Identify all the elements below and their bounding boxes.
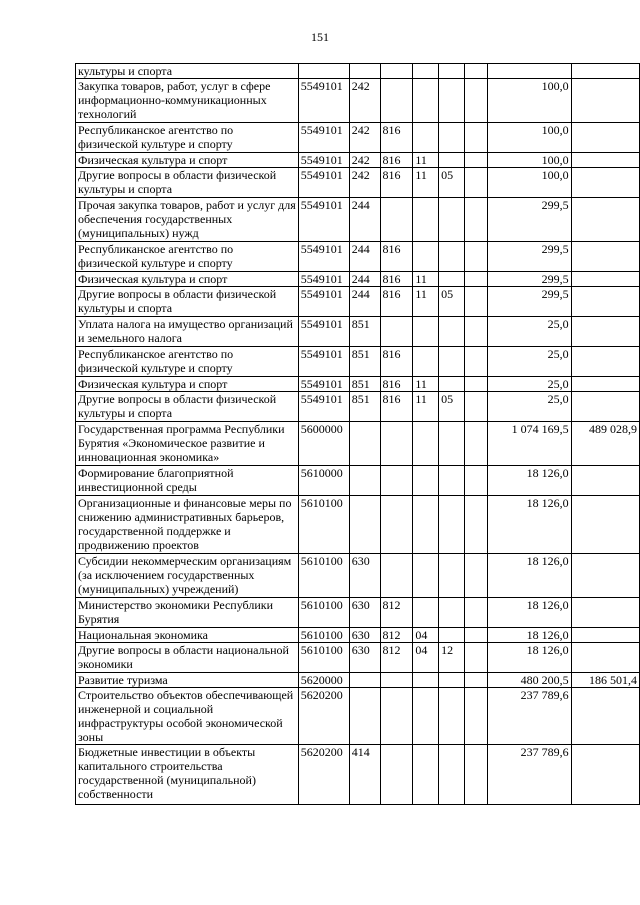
amount-federal (571, 287, 639, 317)
amount-federal: 489 028,9 (571, 422, 639, 466)
target-article-code: 5549101 (298, 287, 349, 317)
section-code (413, 64, 439, 79)
expense-type-code: 630 (349, 643, 380, 673)
table-row (76, 422, 640, 466)
section-code: 04 (413, 643, 439, 673)
table-row (76, 673, 640, 688)
empty-cell (464, 673, 487, 688)
target-article-code: 5610100 (298, 628, 349, 643)
subsection-code: 05 (439, 168, 465, 198)
item-name: Физическая культура и спорт (76, 377, 299, 392)
amount-federal (571, 466, 639, 496)
expense-type-code: 851 (349, 392, 380, 422)
amount-federal (571, 79, 639, 123)
amount-total: 299,5 (487, 287, 571, 317)
empty-cell (464, 272, 487, 287)
expense-type-code (349, 496, 380, 554)
subsection-code (439, 79, 465, 123)
target-article-code: 5610100 (298, 496, 349, 554)
subsection-code (439, 598, 465, 628)
amount-total: 100,0 (487, 123, 571, 153)
expense-type-code: 242 (349, 153, 380, 168)
section-code (413, 466, 439, 496)
amount-total: 299,5 (487, 272, 571, 287)
subsection-code (439, 64, 465, 79)
amount-total: 18 126,0 (487, 598, 571, 628)
amount-total: 18 126,0 (487, 466, 571, 496)
administrator-code: 812 (380, 598, 413, 628)
amount-total: 25,0 (487, 392, 571, 422)
table-row (76, 347, 640, 377)
subsection-code (439, 123, 465, 153)
item-name: Закупка товаров, работ, услуг в сфере информационно-коммуникационных технологий (76, 79, 299, 123)
table-row (76, 64, 640, 79)
administrator-code (380, 688, 413, 745)
amount-federal (571, 688, 639, 745)
table-row (76, 466, 640, 496)
section-code (413, 79, 439, 123)
expense-type-code: 630 (349, 628, 380, 643)
amount-total: 100,0 (487, 79, 571, 123)
administrator-code (380, 422, 413, 466)
expense-type-code (349, 466, 380, 496)
target-article-code: 5610100 (298, 598, 349, 628)
amount-total: 480 200,5 (487, 673, 571, 688)
expense-type-code: 242 (349, 168, 380, 198)
target-article-code: 5620200 (298, 745, 349, 805)
expense-type-code: 630 (349, 554, 380, 598)
expense-type-code: 414 (349, 745, 380, 805)
section-code: 04 (413, 628, 439, 643)
amount-federal: 186 501,4 (571, 673, 639, 688)
empty-cell (464, 643, 487, 673)
target-article-code: 5549101 (298, 123, 349, 153)
subsection-code (439, 153, 465, 168)
item-name: Республиканское агентство по физической культуре и спорту (76, 347, 299, 377)
administrator-code (380, 198, 413, 242)
administrator-code: 816 (380, 347, 413, 377)
empty-cell (464, 287, 487, 317)
target-article-code: 5610100 (298, 643, 349, 673)
empty-cell (464, 168, 487, 198)
table-row (76, 272, 640, 287)
expense-type-code: 851 (349, 377, 380, 392)
subsection-code (439, 422, 465, 466)
table-row (76, 153, 640, 168)
amount-total: 100,0 (487, 168, 571, 198)
target-article-code: 5600000 (298, 422, 349, 466)
target-article-code: 5549101 (298, 377, 349, 392)
amount-total: 25,0 (487, 347, 571, 377)
expense-type-code (349, 673, 380, 688)
item-name: Республиканское агентство по физической культуре и спорту (76, 242, 299, 272)
section-code (413, 123, 439, 153)
expense-type-code (349, 688, 380, 745)
section-code (413, 198, 439, 242)
table-row (76, 198, 640, 242)
target-article-code: 5620200 (298, 688, 349, 745)
empty-cell (464, 496, 487, 554)
subsection-code (439, 496, 465, 554)
item-name: Формирование благоприятной инвестиционной среды (76, 466, 299, 496)
section-code: 11 (413, 272, 439, 287)
amount-federal (571, 153, 639, 168)
amount-federal (571, 377, 639, 392)
subsection-code (439, 688, 465, 745)
item-name: Организационные и финансовые меры по снижению административных барьеров, государственной поддержке и продвижению проектов (76, 496, 299, 554)
target-article-code: 5549101 (298, 168, 349, 198)
subsection-code (439, 554, 465, 598)
amount-federal (571, 392, 639, 422)
expense-type-code: 851 (349, 317, 380, 347)
subsection-code (439, 466, 465, 496)
empty-cell (464, 688, 487, 745)
empty-cell (464, 466, 487, 496)
amount-total: 100,0 (487, 153, 571, 168)
expense-type-code: 244 (349, 287, 380, 317)
item-name: Другие вопросы в области национальной экономики (76, 643, 299, 673)
table-row (76, 168, 640, 198)
section-code (413, 598, 439, 628)
amount-federal (571, 317, 639, 347)
section-code (413, 422, 439, 466)
administrator-code: 816 (380, 123, 413, 153)
expense-type-code: 244 (349, 272, 380, 287)
empty-cell (464, 377, 487, 392)
administrator-code (380, 79, 413, 123)
empty-cell (464, 64, 487, 79)
empty-cell (464, 347, 487, 377)
budget-table-body (76, 64, 640, 805)
target-article-code: 5610000 (298, 466, 349, 496)
administrator-code (380, 673, 413, 688)
item-name: Другие вопросы в области физической культуры и спорта (76, 392, 299, 422)
amount-total: 18 126,0 (487, 554, 571, 598)
table-row (76, 643, 640, 673)
amount-total: 237 789,6 (487, 688, 571, 745)
section-code: 11 (413, 287, 439, 317)
table-row (76, 79, 640, 123)
administrator-code: 812 (380, 628, 413, 643)
empty-cell (464, 598, 487, 628)
empty-cell (464, 153, 487, 168)
section-code (413, 242, 439, 272)
table-row (76, 745, 640, 805)
amount-total: 237 789,6 (487, 745, 571, 805)
amount-federal (571, 643, 639, 673)
subsection-code (439, 242, 465, 272)
administrator-code (380, 745, 413, 805)
empty-cell (464, 628, 487, 643)
item-name: Бюджетные инвестиции в объекты капитального строительства государственной (муниципальной) собственности (76, 745, 299, 805)
empty-cell (464, 745, 487, 805)
amount-total: 18 126,0 (487, 628, 571, 643)
administrator-code (380, 466, 413, 496)
expense-type-code: 630 (349, 598, 380, 628)
expense-type-code: 244 (349, 242, 380, 272)
target-article-code: 5549101 (298, 392, 349, 422)
subsection-code (439, 317, 465, 347)
item-name: культуры и спорта (76, 64, 299, 79)
item-name: Развитие туризма (76, 673, 299, 688)
target-article-code: 5549101 (298, 317, 349, 347)
section-code (413, 496, 439, 554)
item-name: Прочая закупка товаров, работ и услуг для обеспечения государственных (муниципальных) нужд (76, 198, 299, 242)
amount-total: 18 126,0 (487, 496, 571, 554)
expense-type-code: 242 (349, 123, 380, 153)
table-row (76, 377, 640, 392)
section-code (413, 317, 439, 347)
administrator-code (380, 317, 413, 347)
item-name: Строительство объектов обеспечивающей инженерной и социальной инфраструктуры особой экономической зоны (76, 688, 299, 745)
amount-federal (571, 242, 639, 272)
administrator-code: 816 (380, 377, 413, 392)
subsection-code (439, 628, 465, 643)
amount-total: 25,0 (487, 317, 571, 347)
amount-federal (571, 496, 639, 554)
administrator-code: 816 (380, 168, 413, 198)
target-article-code: 5610100 (298, 554, 349, 598)
section-code (413, 554, 439, 598)
item-name: Национальная экономика (76, 628, 299, 643)
amount-total (487, 64, 571, 79)
amount-federal (571, 64, 639, 79)
amount-federal (571, 123, 639, 153)
subsection-code (439, 198, 465, 242)
target-article-code: 5549101 (298, 79, 349, 123)
empty-cell (464, 242, 487, 272)
amount-federal (571, 745, 639, 805)
section-code (413, 745, 439, 805)
amount-federal (571, 272, 639, 287)
expense-type-code: 244 (349, 198, 380, 242)
item-name: Другие вопросы в области физической культуры и спорта (76, 168, 299, 198)
amount-federal (571, 628, 639, 643)
administrator-code: 816 (380, 287, 413, 317)
section-code (413, 673, 439, 688)
budget-table (75, 63, 640, 805)
section-code: 11 (413, 392, 439, 422)
item-name: Государственная программа Республики Бурятия «Экономическое развитие и инновационная экономика» (76, 422, 299, 466)
administrator-code (380, 496, 413, 554)
administrator-code: 816 (380, 153, 413, 168)
section-code (413, 347, 439, 377)
section-code: 11 (413, 153, 439, 168)
expense-type-code: 242 (349, 79, 380, 123)
administrator-code: 816 (380, 392, 413, 422)
administrator-code (380, 554, 413, 598)
item-name: Министерство экономики Республики Бурятия (76, 598, 299, 628)
item-name: Субсидии некоммерческим организациям (за исключением государственных (муниципальных) учреждений) (76, 554, 299, 598)
table-row (76, 242, 640, 272)
section-code (413, 688, 439, 745)
amount-federal (571, 598, 639, 628)
table-row (76, 392, 640, 422)
table-row (76, 598, 640, 628)
expense-type-code (349, 422, 380, 466)
subsection-code (439, 745, 465, 805)
amount-total: 299,5 (487, 198, 571, 242)
subsection-code (439, 673, 465, 688)
amount-federal (571, 198, 639, 242)
table-row (76, 317, 640, 347)
amount-federal (571, 554, 639, 598)
empty-cell (464, 79, 487, 123)
amount-total: 1 074 169,5 (487, 422, 571, 466)
empty-cell (464, 392, 487, 422)
table-row (76, 496, 640, 554)
subsection-code: 05 (439, 287, 465, 317)
amount-total: 299,5 (487, 242, 571, 272)
target-article-code: 5549101 (298, 198, 349, 242)
subsection-code: 12 (439, 643, 465, 673)
section-code: 11 (413, 168, 439, 198)
amount-federal (571, 347, 639, 377)
item-name: Физическая культура и спорт (76, 153, 299, 168)
table-row (76, 554, 640, 598)
amount-federal (571, 168, 639, 198)
empty-cell (464, 123, 487, 153)
table-row (76, 688, 640, 745)
item-name: Республиканское агентство по физической культуре и спорту (76, 123, 299, 153)
administrator-code: 816 (380, 272, 413, 287)
amount-total: 18 126,0 (487, 643, 571, 673)
subsection-code: 05 (439, 392, 465, 422)
administrator-code: 812 (380, 643, 413, 673)
target-article-code: 5549101 (298, 242, 349, 272)
target-article-code: 5549101 (298, 153, 349, 168)
table-row (76, 123, 640, 153)
subsection-code (439, 272, 465, 287)
subsection-code (439, 377, 465, 392)
expense-type-code (349, 64, 380, 79)
expense-type-code: 851 (349, 347, 380, 377)
administrator-code (380, 64, 413, 79)
empty-cell (464, 198, 487, 242)
empty-cell (464, 422, 487, 466)
table-row (76, 628, 640, 643)
section-code: 11 (413, 377, 439, 392)
target-article-code: 5549101 (298, 272, 349, 287)
table-row (76, 287, 640, 317)
item-name: Другие вопросы в области физической культуры и спорта (76, 287, 299, 317)
target-article-code (298, 64, 349, 79)
target-article-code: 5549101 (298, 347, 349, 377)
administrator-code: 816 (380, 242, 413, 272)
item-name: Физическая культура и спорт (76, 272, 299, 287)
item-name: Уплата налога на имущество организаций и земельного налога (76, 317, 299, 347)
empty-cell (464, 554, 487, 598)
target-article-code: 5620000 (298, 673, 349, 688)
page-number: 151 (311, 30, 329, 44)
subsection-code (439, 347, 465, 377)
amount-total: 25,0 (487, 377, 571, 392)
empty-cell (464, 317, 487, 347)
